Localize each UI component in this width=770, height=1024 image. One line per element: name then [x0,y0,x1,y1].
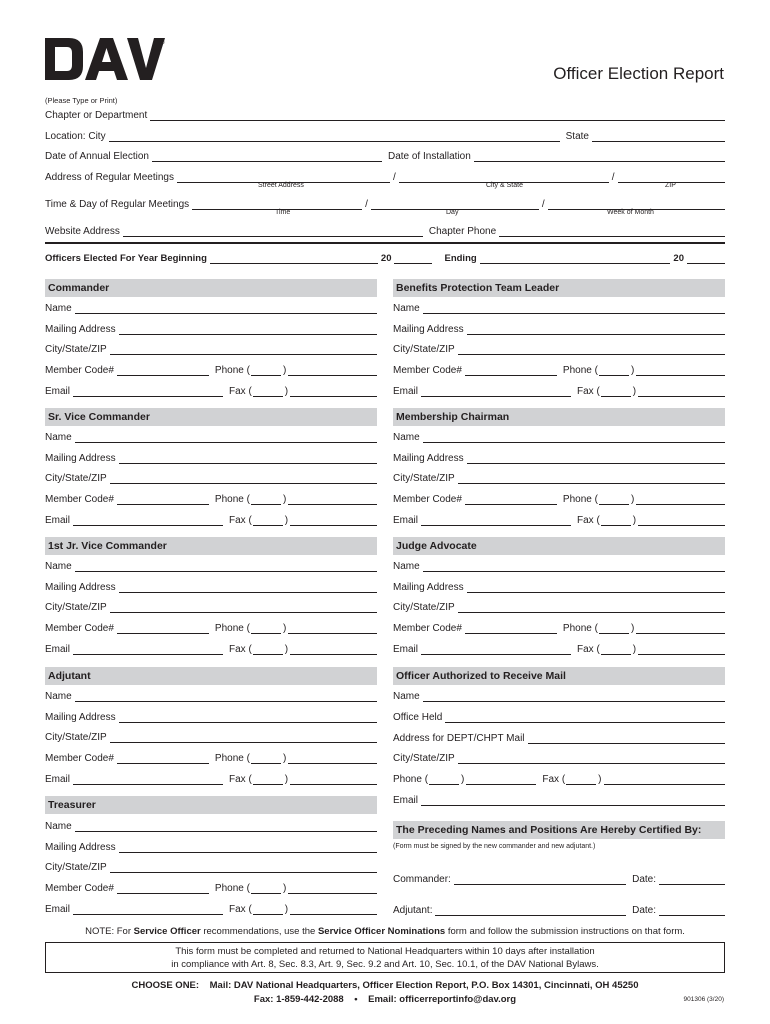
year-field[interactable]: Officers Elected For Year Beginning 20 Ending 20 [45,250,725,264]
membership-member-phone[interactable]: Member Code# Phone ( ) [393,491,725,505]
city-state-hint: City & State [486,182,523,189]
sr-vice-mailing[interactable]: Mailing Address [45,450,377,464]
benefits-member-phone[interactable]: Member Code# Phone ( ) [393,362,725,376]
benefits-name[interactable]: Name [393,300,725,314]
contact-line: Fax: 1-859-442-2088 • Email: officerreportinfo@dav.org [253,994,517,1005]
commander-name[interactable]: Name [45,300,377,314]
judge-mailing[interactable]: Mailing Address [393,579,725,593]
treasurer-member-phone[interactable]: Member Code# Phone ( ) [45,880,377,894]
adjutant-member-phone[interactable]: Member Code# Phone ( ) [45,750,377,764]
judge-name[interactable]: Name [393,558,725,572]
compliance-box: This form must be completed and returned to National Headquarters within 10 days after installation in compliance with Art. 8, Sec. 8.3, Art. 9, Sec. 9.2 and Art. 10, Sec. 10.1, of the DAV National Bylaws. [45,942,725,973]
sr-vice-heading: Sr. Vice Commander [45,408,377,426]
adjutant-mailing[interactable]: Mailing Address [45,709,377,723]
membership-city[interactable]: City/State/ZIP [393,470,725,484]
membership-name[interactable]: Name [393,429,725,443]
adjutant-name[interactable]: Name [45,688,377,702]
judge-email-fax[interactable]: Email Fax ( ) [393,641,725,655]
benefits-city[interactable]: City/State/ZIP [393,341,725,355]
commander-mailing[interactable]: Mailing Address [45,321,377,335]
jr-vice-name[interactable]: Name [45,558,377,572]
treasurer-email-fax[interactable]: Email Fax ( ) [45,901,377,915]
adjutant-email-fax[interactable]: Email Fax ( ) [45,771,377,785]
website-field[interactable]: Website Address Chapter Phone [45,223,725,237]
zip-hint: ZIP [665,182,676,189]
divider [45,242,725,244]
election-dates-field[interactable]: Date of Annual Election Date of Installation [45,148,725,162]
authorized-city[interactable]: City/State/ZIP [393,750,725,764]
jr-vice-city[interactable]: City/State/ZIP [45,599,377,613]
meeting-address-field[interactable]: Address of Regular Meetings / / [45,169,725,183]
adjutant-signature-field[interactable]: Adjutant: Date: [393,902,725,916]
chapter-field[interactable]: Chapter or Department [45,107,725,121]
dav-logo-mark [45,36,165,82]
authorized-phone-fax[interactable]: Phone ( ) Fax ( ) [393,771,725,785]
print-note: (Please Type or Print) [45,96,118,105]
adjutant-heading: Adjutant [45,667,377,685]
certify-heading: The Preceding Names and Positions Are Hereby Certified By: [393,821,725,839]
sr-vice-city[interactable]: City/State/ZIP [45,470,377,484]
commander-city[interactable]: City/State/ZIP [45,341,377,355]
meeting-time-field[interactable]: Time & Day of Regular Meetings / / [45,196,725,210]
authorized-address[interactable]: Address for DEPT/CHPT Mail [393,730,725,744]
time-hint: Time [275,209,291,216]
dav-logo [45,36,165,82]
service-officer-note: NOTE: For Service Officer recommendations, use the Service Officer Nominations form and follow the submission instructions on that form. [85,926,685,937]
benefits-heading: Benefits Protection Team Leader [393,279,725,297]
page-title: Officer Election Report [553,64,724,83]
street-address-hint: Street Address [258,182,304,189]
treasurer-name[interactable]: Name [45,818,377,832]
judge-heading: Judge Advocate [393,537,725,555]
location-field[interactable]: Location: City State [45,128,725,142]
treasurer-heading: Treasurer [45,796,377,814]
authorized-email[interactable]: Email [393,792,725,806]
authorized-name[interactable]: Name [393,688,725,702]
jr-vice-mailing[interactable]: Mailing Address [45,579,377,593]
form-code: 901306 (3/20) [683,996,724,1003]
sr-vice-name[interactable]: Name [45,429,377,443]
sr-vice-member-phone[interactable]: Member Code# Phone ( ) [45,491,377,505]
authorized-office[interactable]: Office Held [393,709,725,723]
judge-city[interactable]: City/State/ZIP [393,599,725,613]
treasurer-mailing[interactable]: Mailing Address [45,839,377,853]
membership-heading: Membership Chairman [393,408,725,426]
day-hint: Day [446,209,459,216]
jr-vice-heading: 1st Jr. Vice Commander [45,537,377,555]
benefits-mailing[interactable]: Mailing Address [393,321,725,335]
authorized-heading: Officer Authorized to Receive Mail [393,667,725,685]
commander-signature-field[interactable]: Commander: Date: [393,871,725,885]
commander-heading: Commander [45,279,377,297]
certify-note: (Form must be signed by the new commander and new adjutant.) [393,843,596,850]
adjutant-city[interactable]: City/State/ZIP [45,729,377,743]
treasurer-city[interactable]: City/State/ZIP [45,859,377,873]
mail-instructions: CHOOSE ONE: Mail: DAV National Headquarters, Officer Election Report, P.O. Box 14301, Cincinnati, OH 45250 [131,980,639,991]
svg-text:®: ® [161,40,165,46]
sr-vice-email-fax[interactable]: Email Fax ( ) [45,512,377,526]
commander-member-phone[interactable]: Member Code# Phone ( ) [45,362,377,376]
membership-mailing[interactable]: Mailing Address [393,450,725,464]
membership-email-fax[interactable]: Email Fax ( ) [393,512,725,526]
week-hint: Week of Month [607,209,654,216]
benefits-email-fax[interactable]: Email Fax ( ) [393,383,725,397]
jr-vice-email-fax[interactable]: Email Fax ( ) [45,641,377,655]
jr-vice-member-phone[interactable]: Member Code# Phone ( ) [45,620,377,634]
commander-email-fax[interactable]: Email Fax ( ) [45,383,377,397]
judge-member-phone[interactable]: Member Code# Phone ( ) [393,620,725,634]
